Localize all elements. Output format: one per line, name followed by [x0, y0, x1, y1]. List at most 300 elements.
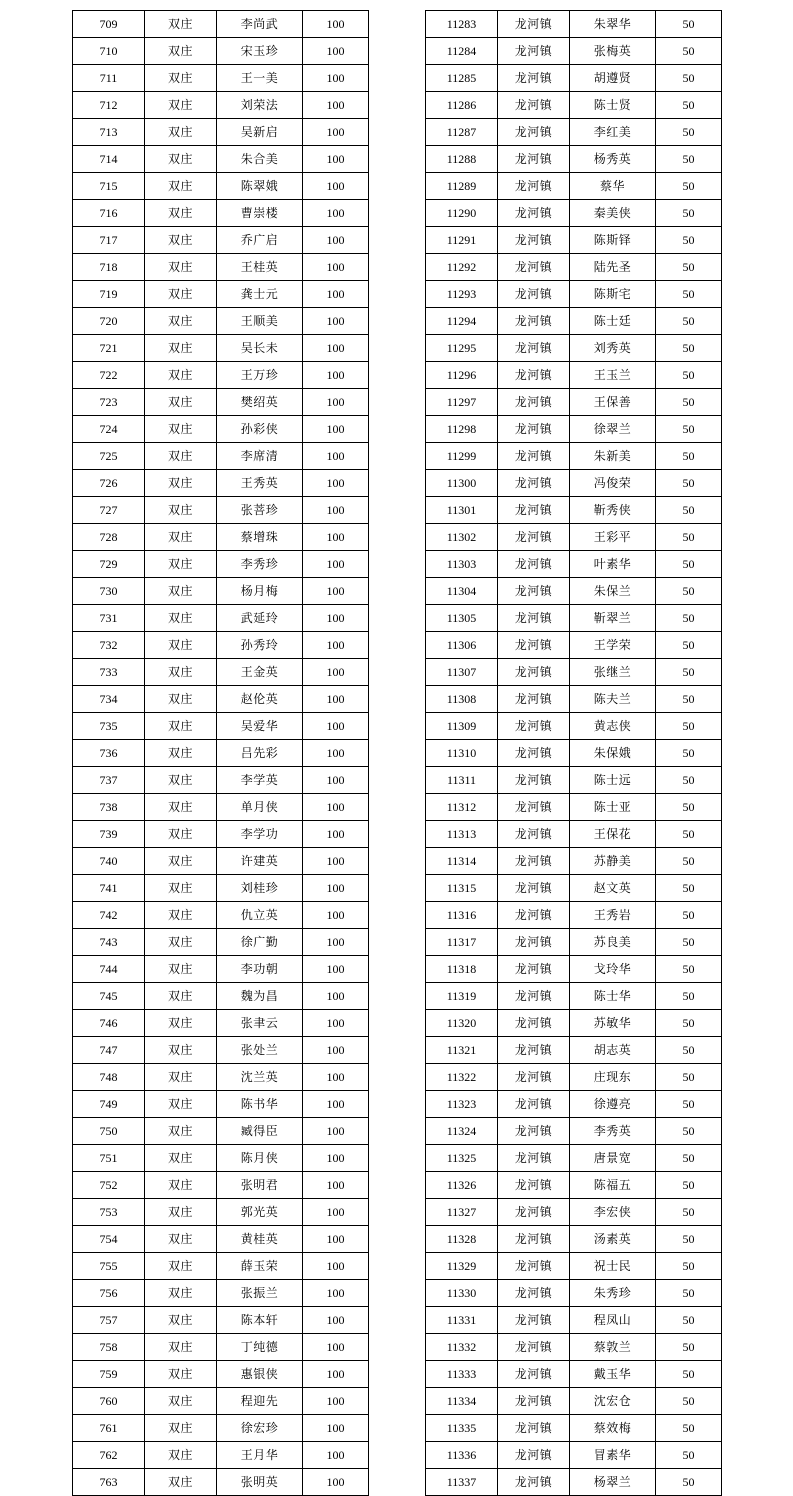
cell-amount: 100	[303, 65, 369, 92]
cell-town: 龙河镇	[498, 1307, 570, 1334]
cell-id: 11333	[426, 1361, 498, 1388]
cell-amount: 100	[303, 254, 369, 281]
cell-amount: 100	[303, 1064, 369, 1091]
table-row	[426, 578, 722, 605]
cell-town: 龙河镇	[498, 1064, 570, 1091]
cell-amount: 50	[656, 929, 722, 956]
cell-town: 龙河镇	[498, 65, 570, 92]
cell-id: 740	[73, 848, 145, 875]
cell-amount: 100	[303, 200, 369, 227]
cell-town: 龙河镇	[498, 1415, 570, 1442]
cell-town: 双庄	[145, 740, 217, 767]
cell-id: 716	[73, 200, 145, 227]
cell-town: 双庄	[145, 1442, 217, 1469]
cell-id: 753	[73, 1199, 145, 1226]
table-row	[73, 1280, 369, 1307]
cell-name: 朱秀珍	[570, 1280, 656, 1307]
cell-id: 11307	[426, 659, 498, 686]
table-row	[73, 173, 369, 200]
table-row	[73, 389, 369, 416]
table-row	[73, 227, 369, 254]
cell-amount: 50	[656, 821, 722, 848]
cell-name: 李宏侠	[570, 1199, 656, 1226]
cell-town: 双庄	[145, 848, 217, 875]
cell-id: 11327	[426, 1199, 498, 1226]
cell-name: 靳秀侠	[570, 497, 656, 524]
cell-name: 陈斯铎	[570, 227, 656, 254]
cell-amount: 100	[303, 605, 369, 632]
cell-town: 双庄	[145, 686, 217, 713]
cell-id: 729	[73, 551, 145, 578]
cell-town: 双庄	[145, 1334, 217, 1361]
table-row	[73, 605, 369, 632]
cell-name: 陈书华	[217, 1091, 303, 1118]
table-row	[426, 821, 722, 848]
table-row	[426, 605, 722, 632]
cell-amount: 100	[303, 1388, 369, 1415]
cell-id: 761	[73, 1415, 145, 1442]
cell-id: 735	[73, 713, 145, 740]
cell-town: 双庄	[145, 146, 217, 173]
cell-id: 757	[73, 1307, 145, 1334]
cell-town: 龙河镇	[498, 146, 570, 173]
cell-name: 朱保兰	[570, 578, 656, 605]
table-row	[73, 686, 369, 713]
cell-amount: 50	[656, 1361, 722, 1388]
cell-name: 李秀珍	[217, 551, 303, 578]
cell-name: 陈夫兰	[570, 686, 656, 713]
cell-town: 双庄	[145, 1253, 217, 1280]
cell-id: 736	[73, 740, 145, 767]
cell-amount: 100	[303, 929, 369, 956]
cell-amount: 50	[656, 443, 722, 470]
cell-amount: 100	[303, 524, 369, 551]
cell-amount: 100	[303, 281, 369, 308]
cell-id: 11334	[426, 1388, 498, 1415]
cell-id: 11310	[426, 740, 498, 767]
cell-town: 双庄	[145, 1064, 217, 1091]
cell-town: 双庄	[145, 335, 217, 362]
cell-name: 曹崇楼	[217, 200, 303, 227]
table-row	[426, 1145, 722, 1172]
cell-town: 龙河镇	[498, 119, 570, 146]
cell-name: 徐翠兰	[570, 416, 656, 443]
table-row	[73, 659, 369, 686]
cell-name: 陈翠娥	[217, 173, 303, 200]
cell-id: 746	[73, 1010, 145, 1037]
cell-town: 双庄	[145, 1172, 217, 1199]
cell-amount: 100	[303, 1199, 369, 1226]
cell-name: 唐景宽	[570, 1145, 656, 1172]
cell-amount: 50	[656, 173, 722, 200]
cell-id: 744	[73, 956, 145, 983]
table-row	[426, 146, 722, 173]
cell-town: 龙河镇	[498, 1361, 570, 1388]
cell-id: 749	[73, 1091, 145, 1118]
cell-name: 张聿云	[217, 1010, 303, 1037]
table-row	[73, 929, 369, 956]
cell-id: 11301	[426, 497, 498, 524]
cell-name: 杨秀英	[570, 146, 656, 173]
table-row	[73, 1442, 369, 1469]
cell-town: 双庄	[145, 1226, 217, 1253]
cell-town: 龙河镇	[498, 416, 570, 443]
cell-amount: 100	[303, 1361, 369, 1388]
cell-id: 722	[73, 362, 145, 389]
cell-amount: 50	[656, 200, 722, 227]
cell-amount: 100	[303, 1091, 369, 1118]
table-row	[426, 659, 722, 686]
cell-town: 双庄	[145, 119, 217, 146]
cell-name: 靳翠兰	[570, 605, 656, 632]
cell-town: 龙河镇	[498, 740, 570, 767]
cell-id: 11283	[426, 11, 498, 38]
cell-town: 双庄	[145, 200, 217, 227]
cell-name: 庄现东	[570, 1064, 656, 1091]
table-row	[73, 1091, 369, 1118]
cell-town: 龙河镇	[498, 281, 570, 308]
cell-name: 苏敏华	[570, 1010, 656, 1037]
cell-name: 蔡华	[570, 173, 656, 200]
cell-name: 王秀岩	[570, 902, 656, 929]
cell-name: 蔡敦兰	[570, 1334, 656, 1361]
cell-amount: 100	[303, 794, 369, 821]
cell-name: 蔡增珠	[217, 524, 303, 551]
cell-amount: 50	[656, 1469, 722, 1496]
table-row	[73, 1307, 369, 1334]
cell-town: 龙河镇	[498, 497, 570, 524]
cell-id: 11337	[426, 1469, 498, 1496]
cell-town: 龙河镇	[498, 686, 570, 713]
cell-town: 双庄	[145, 416, 217, 443]
cell-name: 吴爱华	[217, 713, 303, 740]
cell-amount: 100	[303, 713, 369, 740]
cell-amount: 100	[303, 362, 369, 389]
cell-amount: 100	[303, 308, 369, 335]
table-row	[426, 902, 722, 929]
cell-town: 双庄	[145, 1118, 217, 1145]
table-row	[73, 983, 369, 1010]
table-row	[426, 362, 722, 389]
cell-amount: 50	[656, 227, 722, 254]
cell-town: 双庄	[145, 362, 217, 389]
cell-name: 杨月梅	[217, 578, 303, 605]
cell-id: 11325	[426, 1145, 498, 1172]
cell-amount: 100	[303, 1118, 369, 1145]
table-row	[426, 551, 722, 578]
cell-amount: 50	[656, 1145, 722, 1172]
cell-id: 763	[73, 1469, 145, 1496]
cell-id: 759	[73, 1361, 145, 1388]
cell-amount: 50	[656, 740, 722, 767]
cell-amount: 50	[656, 92, 722, 119]
cell-id: 11287	[426, 119, 498, 146]
cell-town: 龙河镇	[498, 92, 570, 119]
cell-name: 王保善	[570, 389, 656, 416]
cell-amount: 50	[656, 1280, 722, 1307]
cell-amount: 100	[303, 632, 369, 659]
cell-id: 717	[73, 227, 145, 254]
table-row	[426, 1334, 722, 1361]
table-row	[426, 875, 722, 902]
cell-name: 许建英	[217, 848, 303, 875]
cell-id: 11292	[426, 254, 498, 281]
cell-town: 双庄	[145, 875, 217, 902]
table-row	[426, 119, 722, 146]
cell-id: 11331	[426, 1307, 498, 1334]
cell-amount: 50	[656, 686, 722, 713]
cell-name: 王保花	[570, 821, 656, 848]
cell-amount: 100	[303, 389, 369, 416]
cell-id: 723	[73, 389, 145, 416]
cell-town: 双庄	[145, 1010, 217, 1037]
cell-town: 龙河镇	[498, 1334, 570, 1361]
cell-id: 11298	[426, 416, 498, 443]
cell-amount: 100	[303, 335, 369, 362]
cell-amount: 100	[303, 1145, 369, 1172]
table-row	[426, 173, 722, 200]
cell-amount: 100	[303, 146, 369, 173]
table-row	[426, 1388, 722, 1415]
cell-amount: 50	[656, 308, 722, 335]
cell-id: 713	[73, 119, 145, 146]
cell-name: 王金英	[217, 659, 303, 686]
cell-id: 11299	[426, 443, 498, 470]
cell-name: 王桂英	[217, 254, 303, 281]
cell-town: 双庄	[145, 983, 217, 1010]
table-row	[73, 578, 369, 605]
cell-name: 单月侠	[217, 794, 303, 821]
cell-id: 754	[73, 1226, 145, 1253]
cell-id: 714	[73, 146, 145, 173]
table-row	[73, 119, 369, 146]
cell-name: 陆先圣	[570, 254, 656, 281]
cell-name: 宋玉珍	[217, 38, 303, 65]
cell-id: 11335	[426, 1415, 498, 1442]
table-row	[73, 497, 369, 524]
cell-amount: 100	[303, 578, 369, 605]
table-row	[426, 848, 722, 875]
cell-town: 双庄	[145, 308, 217, 335]
cell-id: 710	[73, 38, 145, 65]
cell-id: 11304	[426, 578, 498, 605]
cell-name: 蔡效梅	[570, 1415, 656, 1442]
cell-id: 738	[73, 794, 145, 821]
table-row	[73, 875, 369, 902]
cell-town: 龙河镇	[498, 848, 570, 875]
cell-name: 胡志英	[570, 1037, 656, 1064]
table-row	[73, 200, 369, 227]
cell-amount: 50	[656, 1388, 722, 1415]
cell-amount: 50	[656, 1415, 722, 1442]
cell-id: 11328	[426, 1226, 498, 1253]
cell-id: 11308	[426, 686, 498, 713]
cell-town: 龙河镇	[498, 1091, 570, 1118]
cell-id: 732	[73, 632, 145, 659]
table-row	[426, 1253, 722, 1280]
cell-town: 双庄	[145, 956, 217, 983]
cell-amount: 100	[303, 1172, 369, 1199]
cell-amount: 100	[303, 38, 369, 65]
cell-amount: 50	[656, 632, 722, 659]
cell-amount: 50	[656, 119, 722, 146]
cell-amount: 50	[656, 1334, 722, 1361]
cell-id: 730	[73, 578, 145, 605]
cell-name: 李学功	[217, 821, 303, 848]
table-row	[426, 713, 722, 740]
cell-id: 11297	[426, 389, 498, 416]
cell-id: 11324	[426, 1118, 498, 1145]
cell-id: 11336	[426, 1442, 498, 1469]
table-row	[73, 1469, 369, 1496]
cell-name: 王一美	[217, 65, 303, 92]
table-row	[426, 632, 722, 659]
cell-name: 张菩珍	[217, 497, 303, 524]
cell-id: 719	[73, 281, 145, 308]
cell-id: 11312	[426, 794, 498, 821]
cell-id: 11305	[426, 605, 498, 632]
table-row	[73, 1253, 369, 1280]
cell-id: 747	[73, 1037, 145, 1064]
cell-name: 胡遵贤	[570, 65, 656, 92]
table-row	[73, 1037, 369, 1064]
cell-id: 11329	[426, 1253, 498, 1280]
table-row	[73, 1415, 369, 1442]
table-row	[73, 65, 369, 92]
cell-name: 李红美	[570, 119, 656, 146]
cell-amount: 50	[656, 1010, 722, 1037]
cell-town: 双庄	[145, 713, 217, 740]
table-row	[73, 848, 369, 875]
table-row	[426, 416, 722, 443]
cell-town: 双庄	[145, 578, 217, 605]
cell-name: 张振兰	[217, 1280, 303, 1307]
cell-amount: 100	[303, 1037, 369, 1064]
cell-id: 731	[73, 605, 145, 632]
cell-town: 双庄	[145, 1388, 217, 1415]
cell-amount: 100	[303, 551, 369, 578]
cell-town: 双庄	[145, 551, 217, 578]
cell-id: 756	[73, 1280, 145, 1307]
table-row	[426, 1442, 722, 1469]
table-row	[73, 902, 369, 929]
cell-amount: 50	[656, 146, 722, 173]
table-row	[73, 92, 369, 119]
table-row	[426, 1091, 722, 1118]
table-row	[426, 281, 722, 308]
cell-amount: 50	[656, 875, 722, 902]
cell-name: 徐宏珍	[217, 1415, 303, 1442]
table-row	[426, 1064, 722, 1091]
cell-id: 711	[73, 65, 145, 92]
table-row	[73, 1226, 369, 1253]
cell-name: 祝士民	[570, 1253, 656, 1280]
table-row	[426, 497, 722, 524]
table-row	[73, 281, 369, 308]
cell-town: 龙河镇	[498, 38, 570, 65]
cell-amount: 50	[656, 902, 722, 929]
table-row	[73, 1361, 369, 1388]
cell-amount: 50	[656, 497, 722, 524]
table-row	[426, 11, 722, 38]
cell-amount: 100	[303, 470, 369, 497]
cell-name: 张明君	[217, 1172, 303, 1199]
cell-town: 龙河镇	[498, 875, 570, 902]
cell-town: 龙河镇	[498, 821, 570, 848]
cell-town: 龙河镇	[498, 713, 570, 740]
table-row	[73, 362, 369, 389]
cell-town: 双庄	[145, 1415, 217, 1442]
cell-name: 陈士贤	[570, 92, 656, 119]
cell-amount: 50	[656, 389, 722, 416]
cell-name: 孙秀玲	[217, 632, 303, 659]
cell-name: 刘秀英	[570, 335, 656, 362]
table-row	[426, 92, 722, 119]
cell-name: 仇立英	[217, 902, 303, 929]
table-row	[73, 524, 369, 551]
cell-amount: 100	[303, 740, 369, 767]
cell-town: 龙河镇	[498, 470, 570, 497]
cell-name: 黄志侠	[570, 713, 656, 740]
cell-town: 龙河镇	[498, 362, 570, 389]
cell-amount: 100	[303, 497, 369, 524]
cell-id: 762	[73, 1442, 145, 1469]
cell-id: 11291	[426, 227, 498, 254]
cell-town: 双庄	[145, 470, 217, 497]
cell-town: 双庄	[145, 767, 217, 794]
cell-id: 728	[73, 524, 145, 551]
cell-name: 赵伦英	[217, 686, 303, 713]
cell-name: 乔广启	[217, 227, 303, 254]
table-row	[426, 956, 722, 983]
cell-name: 陈本轩	[217, 1307, 303, 1334]
cell-id: 758	[73, 1334, 145, 1361]
table-row	[426, 983, 722, 1010]
table-row	[426, 335, 722, 362]
cell-id: 725	[73, 443, 145, 470]
table-row	[426, 1037, 722, 1064]
cell-town: 龙河镇	[498, 929, 570, 956]
cell-amount: 100	[303, 416, 369, 443]
cell-id: 11320	[426, 1010, 498, 1037]
table-row	[426, 65, 722, 92]
cell-amount: 100	[303, 1469, 369, 1496]
cell-id: 11303	[426, 551, 498, 578]
cell-name: 朱保娥	[570, 740, 656, 767]
cell-name: 黄桂英	[217, 1226, 303, 1253]
cell-town: 龙河镇	[498, 11, 570, 38]
cell-amount: 100	[303, 1226, 369, 1253]
cell-id: 11330	[426, 1280, 498, 1307]
cell-amount: 100	[303, 875, 369, 902]
cell-id: 733	[73, 659, 145, 686]
cell-town: 双庄	[145, 794, 217, 821]
cell-amount: 100	[303, 443, 369, 470]
cell-amount: 50	[656, 1307, 722, 1334]
cell-name: 冒素华	[570, 1442, 656, 1469]
cell-town: 龙河镇	[498, 1145, 570, 1172]
table-row	[73, 11, 369, 38]
cell-town: 双庄	[145, 605, 217, 632]
cell-town: 双庄	[145, 38, 217, 65]
table-row	[426, 929, 722, 956]
table-row	[426, 470, 722, 497]
cell-amount: 100	[303, 767, 369, 794]
cell-name: 杨翠兰	[570, 1469, 656, 1496]
cell-amount: 50	[656, 767, 722, 794]
cell-id: 11332	[426, 1334, 498, 1361]
cell-amount: 100	[303, 686, 369, 713]
